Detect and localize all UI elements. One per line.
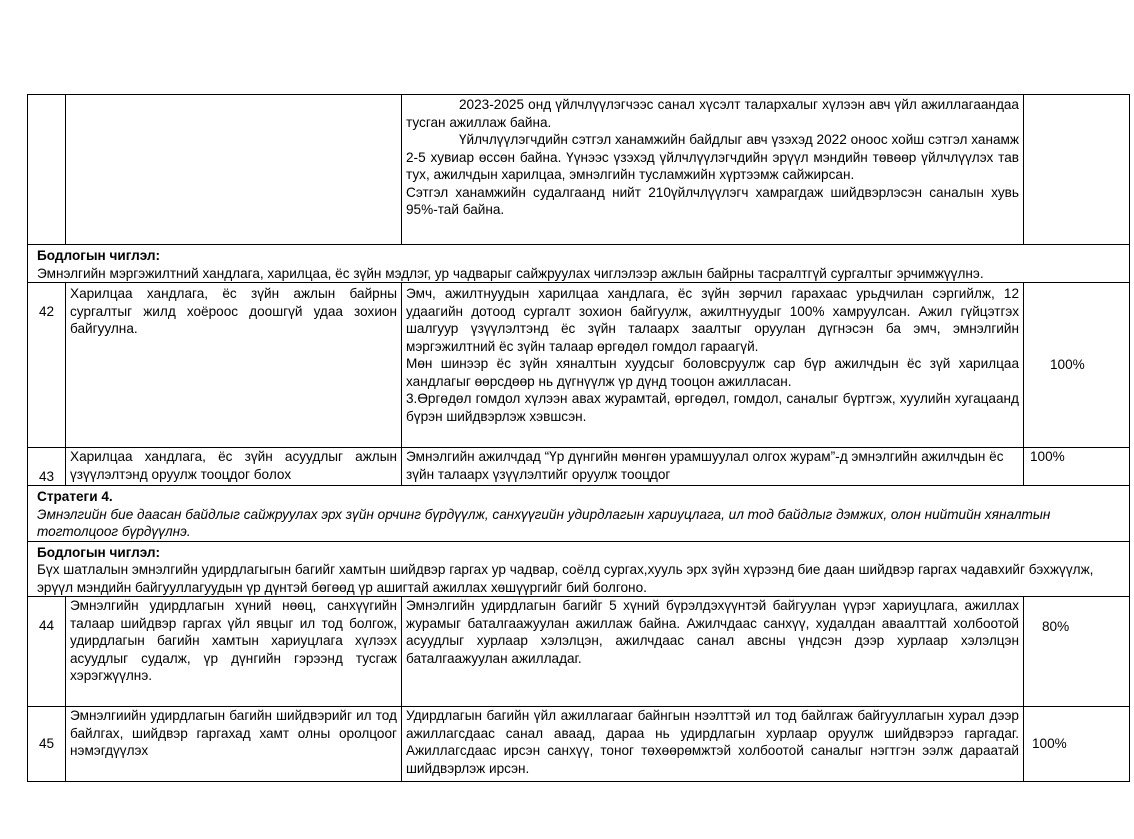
- result-paragraph: 2023-2025 онд үйлчлүүлэгчээс санал хүсэлт талархалыг хүлээн авч үйл ажиллагаандаа тусган ажиллаж байна.: [406, 97, 1019, 130]
- task-cell: [66, 95, 402, 245]
- table-row: [28, 283, 1130, 448]
- table-row: [28, 707, 1130, 782]
- table-row: [28, 448, 1130, 486]
- percent-value: 100%: [1024, 283, 1130, 448]
- policy-heading: Бодлогын чиглэл:: [37, 248, 161, 263]
- result-cell: [402, 283, 1024, 448]
- result-cell: Удирдлагын багийн үйл ажиллагааг байнгын нээлттэй ил тод байлгаж байгууллагын хурал дээр ажиллагсдаас санал аваад, дараа нь удирдлагын хурлаар оруулж шийдвэрээ гаргадаг. Ажиллагсдаас ирсэн санхүү, тоног төхөөрөмжтэй холбоотой саналыг нэгтгэн ээлж дараатай шийдвэрлэж ирсэн.: [402, 707, 1024, 782]
- table-row: [28, 597, 1130, 707]
- result-paragraph: Үйлчлүүлэгчдийн сэтгэл ханамжийн байдлыг авч үзэхэд 2022 оноос хойш сэтгэл ханамж 2-5 хувиар өссөн байна. Үүнээс үзэхэд үйлчлүүлэгчдийн эрүүл мэндийн төвөөр үйлчлүүлэх тав тух, ажилчдын харилцаа, эмнэлгийн тусламжийн хүртээмж сайжирсан.: [406, 132, 1019, 182]
- task-cell: Эмнэлгийн удирдлагын хүний нөөц, санхүүгийн талаар шийдвэр гаргах үйл явцыг ил тод болгож, удирдлагын багийн хамтын хариуцлага хүлээх асуудлыг судалж, үр дүнгийн гэрээнд тусгаж хэрэгжүүлнэ.: [66, 597, 402, 707]
- policy-direction-cell: [28, 245, 1130, 283]
- result-cell: [402, 95, 1024, 245]
- percent-value: 80%: [1024, 597, 1130, 707]
- strategy-heading: Стратеги 4.: [37, 489, 113, 504]
- row-number: 45: [28, 707, 66, 782]
- report-page: [27, 94, 1129, 782]
- row-number: 42: [28, 283, 66, 448]
- percent-value: 100%: [1024, 448, 1130, 486]
- result-cell: Эмнэлгийн удирдлагын багийг 5 хүний бүрэлдэхүүнтэй байгуулан үүрэг хариуцлага, ажиллах журамыг баталгаажуулан ажиллаж байна. Ажилчдаас санхүү, худалдан аваалттай холбоотой асуудлыг хурлаар хэлэлцэн, ажилчдаас санал авсны үндсэн дээр хурлаар хэлэлцэн баталгаажуулан ажилладаг.: [402, 597, 1024, 707]
- policy-direction-row: [28, 245, 1130, 283]
- task-cell: Эмнэлгиийн удирдлагын багийн шийдвэрийг ил тод байлгах, шийдвэр гаргахад хамт олны оролцоог нэмэгдүүлэх: [66, 707, 402, 782]
- result-paragraph: 3.Өргөдөл гомдол хүлээн авах журамтай, өргөдөл, гомдол, саналыг бүртгэж, хуулийн хугацаанд бүрэн шийдвэрлэж хэвшсэн.: [406, 391, 1019, 424]
- policy-direction-cell: [28, 541, 1130, 597]
- policy-direction-row: [28, 541, 1130, 597]
- row-number-cell: [28, 95, 66, 245]
- table-row: [28, 95, 1130, 245]
- percent-cell: [1024, 95, 1130, 245]
- result-paragraph: Мөн шинээр ёс зүйн хяналтын хуудсыг боловсруулж сар бүр ажилчдын ёс зүй харилцаа хандлагыг өөрсдөөр нь дүгнүүлж үр дүнд тооцон ажилласан.: [406, 356, 1019, 389]
- row-number: 44: [28, 597, 66, 707]
- strategy-cell: [28, 486, 1130, 542]
- strategy-text: Эмнэлгийн бие даасан байдлыг сайжруулах эрх зүйн орчинг бүрдүүлж, санхүүгийн удирдлагын хариуцлага, ил тод байдлыг дэмжих, олон нийтийн хяналтын тогтолцоог бүрдүүлнэ.: [37, 506, 1051, 539]
- strategy-row: [28, 486, 1130, 542]
- task-cell: Харилцаа хандлага, ёс зүйн ажлын байрны сургалтыг жилд хоёроос доошгүй удаа зохион байгуулна.: [66, 283, 402, 448]
- result-paragraph: Сэтгэл ханамжийн судалгаанд нийт 210үйлчлүүлэгч хамрагдаж шийдвэрлэсэн саналын хувь 95%-тай байна.: [406, 184, 1019, 217]
- row-number: 43: [28, 448, 66, 486]
- result-cell: Эмнэлгийн ажилчдад “Үр дүнгийн мөнгөн урамшуулал олгох журам”-д эмнэлгийн ажилчдын ёс зүйн талаарх үзүүлэлтийг оруулж тооцдог: [402, 448, 1024, 486]
- percent-value: 100%: [1024, 707, 1130, 782]
- report-table: [27, 94, 1130, 782]
- task-cell: Харилцаа хандлага, ёс зүйн асуудлыг ажлын үзүүлэлтэнд оруулж тооцдог болох: [66, 448, 402, 486]
- policy-text: Бүх шатлалын эмнэлгийн удирдлагыгын багийг хамтын шийдвэр гаргах ур чадвар, соёлд сургах,хууль эрх зүйн хүрээнд бие даан шийдвэр гаргах чадавхийг бэхжүүлж, эрүүл мэндийн байгууллагуудын үр дүнтэй бөгөөд үр ашигтай ажиллах хөшүүргийг бий болгоно.: [37, 562, 1094, 595]
- policy-heading: Бодлогын чиглэл:: [37, 544, 161, 560]
- result-paragraph: Эмч, ажилтнуудын харилцаа хандлага, ёс зүйн зөрчил гарахаас урьдчилан сэргийлж, 12 удаагийн дотоод сургалт зохион байгуулж, ажилтнуудыг 100% хамруулсан. Ажил гүйцэтгэх шалгуур үзүүлэлтэнд ёс зүйн талаарх заалтыг оруулан дүгнэсэн ба эмч, эмнэлгийн мэргэжилтний ёс зүйн талаар өргөдөл гомдол гараагүй.: [406, 286, 1019, 354]
- policy-text: Эмнэлгийн мэргэжилтний хандлага, харилцаа, ёс зүйн мэдлэг, ур чадварыг сайжруулах чиглэлээр ажлын байрны тасралтгүй сургалтыг эрчимжүүлнэ.: [37, 265, 984, 281]
